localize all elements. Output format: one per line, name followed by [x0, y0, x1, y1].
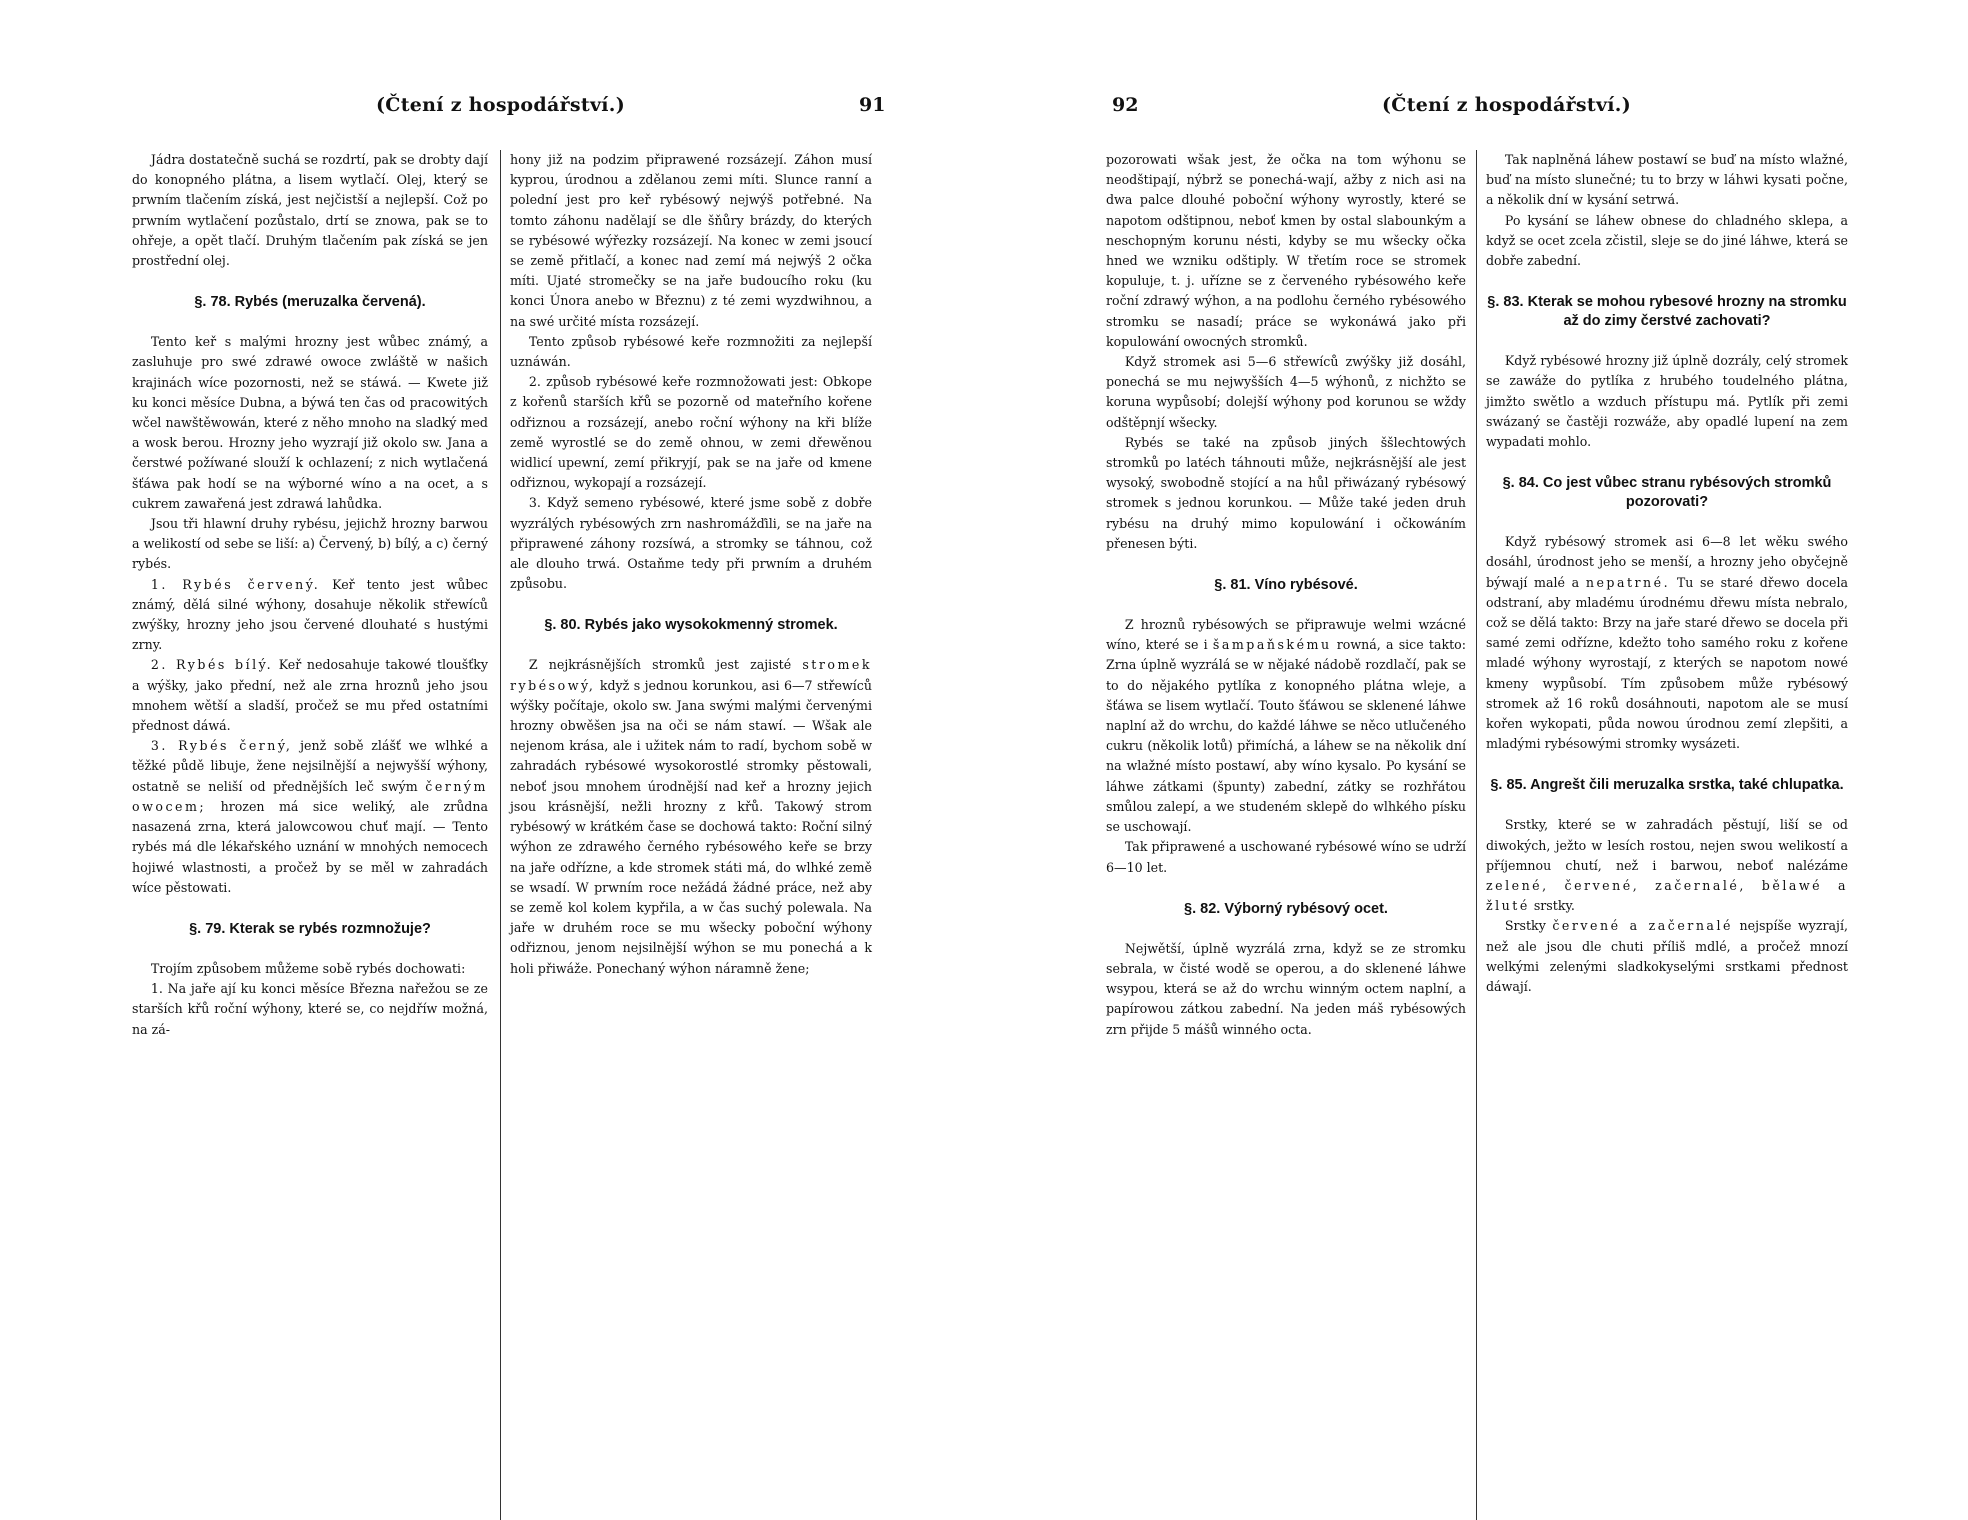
- paragraph: Když stromek asi 5—6 střewíců zwýšky již dosáhl, ponechá se mu nejwyšších 4—5 wýhonů, z nichžto se koruna wypůsobí; dolejší wýhony pod korunou se wždy odštěpnjí wšecky.: [1106, 354, 1466, 430]
- page-number: 92: [1112, 94, 1139, 116]
- spaced-text: černým owocem;: [132, 778, 488, 814]
- section-heading-84: §. 84. Co jest vůbec stranu rybésových stromků pozorovati?: [1502, 475, 1832, 511]
- list-item: [132, 979, 488, 1040]
- paragraph-text: Z nejkrásnějších stromků jest zajisté: [528, 657, 792, 673]
- paragraph-text: Když rybésowý stromek asi 6—8 let wěku swého dosáhl, úrodnost jeho se menší, a hrozny jeho obyčejně býwají malé a: [1486, 534, 1848, 590]
- paragraph: Jsou tři hlawní druhy rybésu, jejichž hrozny barwou a welikostí od sebe se liší: a) Červený, b) bílý, a c) černý rybés.: [132, 516, 488, 572]
- section-heading-80: §. 80. Rybés jako wysokokmenný stromek.: [544, 617, 838, 634]
- column-rule: [1476, 150, 1477, 1520]
- running-head: (Čtení z hospodářství.): [1382, 94, 1632, 116]
- paragraph: Jádra dostatečně suchá se rozdrtí, pak se drobty dají do konopného plátna, a lisem wytlačí. Olej, který se prwním tlačením získá, jest nejčistší a nejlepší. Což po prwním wytlačení pozůstalo, drtí se znowa, pak se to ohřeje, a opět tlačí. Druhým tlačením pak získá se jen prostřední olej.: [132, 152, 488, 269]
- paragraph: Tak připrawené a uschowané rybésowé wíno se udrží 6—10 let.: [1106, 839, 1466, 875]
- list-item: [132, 736, 488, 898]
- item-text: nařežou se ze starších křů roční wýhony, které se, co nejdříw možná, na zá-: [132, 981, 488, 1037]
- text-column-right: [1486, 150, 1848, 997]
- item-lead: 1. Rybés červený.: [150, 576, 321, 592]
- paragraph: pozorowati wšak jest, že očka na tom wýhonu se neodštipají, nýbrž se ponechá-wají, ažby z nich asi na dwa palce dlouhé poboční wýhony wyrostly, které se napotom odštipnou, neboť kmen by ostal slabounkým a neschopným korunu nésti, kdyby se mu wšecky očka hned we wzniku odštiply. W třetím roce se stromek kopuluje, t. j. uřízne se z červeného rybésowého keře roční zdrawý wýhon, a na podlohu černého rybésowého stromku se nasadí; práce se wykonáwá jako při kopulowání owocných stromků.: [1106, 152, 1466, 349]
- spaced-text: červené a začernalé: [1552, 918, 1733, 934]
- paragraph: Rybés se také na způsob jiných ššlechtowých stromků po latéch táhnouti může, nejkrásnější ale jest wysoký, swobodně stojící a na hůl přiwázaný rybésowý stromek s jednou korunkou. — Může také jeden druh rybésu na druhý mimo kopulowání i očkowáním přenesen býti.: [1106, 434, 1466, 551]
- text-column-left: [132, 150, 488, 1040]
- paragraph: [1486, 815, 1848, 916]
- section-heading-78: §. 78. Rybés (meruzalka červená).: [194, 294, 426, 311]
- column-rule: [500, 150, 501, 1520]
- paragraph: 3. Když semeno rybésowé, které jsme sobě z dobře wyzrálých rybésowých zrn nashromážďili, se na jaře na připrawené záhony rozsíwá, a stromky se táhnou, což ale dlouho trwá. Ostaňme tedy při prwním a druhém způsobu.: [510, 495, 872, 592]
- item-lead: 1. Na jaře ají ku konci měsíce Března: [150, 981, 395, 997]
- page-number: 91: [859, 94, 886, 116]
- paragraph-text: když s jednou korunkou, asi 6—7 střewíců wýšky počítaje, okolo sw. Jana swými malými červenými hrozny obwěšen jsa na oči se nám stawí. — Wšak ale nejenom krása, ale i užitek nám to radí, bychom sobě w zahradách rybésowé wysokorostlé stromky pěstowali, neboť jsou mnohem úrodnější nad keř a hrozny jejich jsou krásnější, nežli hrozny z křů. Takowý strom rybésowý w krátkém čase se dochowá takto: Roční silný wýhon ze zdrawého černého rybésowého keře se brzy na jaře odřízne, a kde stromek státi má, do wlhké země se wsadí. W prwním roce nežádá žádné práce, než aby se země kol kolem kypřila, a w čas suchý polewala. Na jaře w druhém roce se mu wšecky poboční wýhony odřiznou, jenom nejsilnější wýhon se mu ponechá a k holi přiwáže. Ponechaný wýhon náramně žene;: [510, 677, 872, 976]
- left-page: [0, 0, 984, 1500]
- paragraph-text: srstky.: [1533, 898, 1575, 914]
- spaced-text: nepatrné.: [1585, 574, 1671, 590]
- right-page: [984, 0, 1968, 1500]
- text-column-left: [1106, 150, 1466, 1040]
- running-head: (Čtení z hospodářství.): [376, 94, 626, 116]
- paragraph: [1486, 916, 1848, 997]
- paragraph: Trojím způsobem můžeme sobě rybés dochowati:: [150, 960, 466, 976]
- paragraph: 2. způsob rybésowé keře rozmnožowati jest: Obkope z kořenů starších křů se pozorně od mateřního kořene odřiznou a rozsázejí, anebo roční wýhony na kři blíže země wyrostlé se do země ohnou, w zemi dřewěnou widlicí upewní, zemí přikryjí, pak se na jaře od kmene odřiznou, wykopají a rozsázejí.: [510, 374, 872, 491]
- paragraph-text: Z hroznů rybésowých se připrawuje welmi wzácné wíno, které se i: [1106, 617, 1466, 653]
- spaced-text: zelené, červené, začernalé, bělawé a žluté: [1486, 878, 1848, 914]
- item-text: hrozen má sice weliký, ale zrůdna nasazená zrna, která jalowcowou chuť mají. — Tento rybés má dle lékařského uznání w mnohých nemocech hojiwé wlastnosti, a pročež by se měl w zahradách wíce pěstowati.: [132, 798, 488, 895]
- paragraph: [1106, 615, 1466, 837]
- paragraph: Když rybésowé hrozny již úplně dozrály, celý stromek se zawáže do pytlíka z hrubého toudelného plátna, jimžto swětlo a wzduch přístupu má. Pytlík při zemi swázaný se častěji rozwáže, aby opadlé lupení na zem wypadati mohlo.: [1486, 353, 1848, 450]
- item-text: Keř nedosahuje takowé tloušťky a wýšky, jako přední, než ale zrna hroznů jeho jsou mnohem wětší a sladší, pročež se mu před ostatními přednost dáwá.: [132, 657, 488, 734]
- spaced-text: šampaňskému: [1212, 637, 1332, 653]
- item-text: jenž sobě zlášť we wlhké a těžké půdě libuje, žene nejsilnější a nejwyšší wýhony, ostatně se neliší od přednějších leč swým: [132, 738, 488, 794]
- item-lead: 2. Rybés bílý.: [150, 657, 274, 673]
- list-item: [132, 655, 488, 736]
- section-heading-82: §. 82. Výborný rybésový ocet.: [1184, 900, 1388, 917]
- section-heading-81: §. 81. Víno rybésové.: [1214, 577, 1358, 594]
- paragraph: Nejwětší, úplně wyzrálá zrna, když se ze stromku sebrala, w čisté wodě se operou, a do sklenené láhwe wsypou, která se až do wrchu winným octem naplní, a papírowou zátkou zabední. Na jeden máš rybésowých zrn přijde 5 mášů winného octa.: [1106, 940, 1466, 1037]
- paragraph: [510, 655, 872, 978]
- paragraph-text: Tu se staré dřewo docela odstraní, aby mladému úrodnému dřewu místa nebralo, což se dělá takto: Brzy na jaře staré dřewo se docela při samé zemi odřízne, kdežto toho samého roku z kořene mladé wýhony wyrostají, z kterých se napotom nowé kmeny wypůsobí. Tím způsobem může rybésowý stromek až 16 roků dosáhnouti, napotom ale se musí kořen wykopati, půda nowou úrodnou zemí zlepšiti, a mladými rybésowými stromky wysázeti.: [1486, 574, 1848, 752]
- paragraph-text: nejspíše wyzrají, než ale jsou dle chuti příliš mdlé, a pročež mnozí welkými zelenými sladkokyselými srstkami přednost dáwají.: [1486, 918, 1848, 995]
- paragraph: [1486, 532, 1848, 754]
- section-heading-85: §. 85. Angrešt čili meruzalka srstka, také chlupatka.: [1490, 777, 1844, 794]
- paragraph: Po kysání se láhew obnese do chladného sklepa, a když se ocet zcela zčistil, sleje se do jiné láhwe, která se dobře zabední.: [1486, 212, 1848, 269]
- paragraph: Tak naplněná láhew postawí se buď na místo wlažné, buď na místo slunečné; tu to brzy w láhwi kysati počne, a několik dní w kysání setrwá.: [1486, 152, 1848, 208]
- paragraph-text: rowná, a sice takto: Zrna úplně wyzrálá se w nějaké nádobě rozdlačí, pak se to do nějakého pytlíka z konopného plátna wleje, a šťáwa se lisem wytlačí. Touto šťáwou se sklenené láhwe naplní až do wrchu, do každé láhwe se něco utlučeného cukru (několik lotů) přimíchá, a láhew se na několik dní na wlažné místo postawí, aby wíno kysalo. Po kysání se láhwe zátkami (špunty) zabední, zátky se rozhřátou smůlou zalepí, a we studeném sklepě do wlhkého písku se uschowají.: [1106, 637, 1466, 835]
- section-heading-83: §. 83. Kterak se mohou rybesové hrozny na stromku až do zimy čerstvé zachovati?: [1487, 294, 1847, 330]
- item-text: Keř tento jest wůbec známý, dělá silné wýhony, dosahuje několik střewíců zwýšky, hrozny jeho jsou červené dlouhaté s hustými zrny.: [132, 576, 488, 653]
- paragraph-text: Srstky, které se w zahradách pěstují, liší se od diwokých, ježto w lesích rostou, nejen swou welikostí a příjemnou chutí, než i barwou, neboť nalézáme: [1486, 817, 1848, 873]
- item-lead: 3. Rybés černý,: [150, 738, 293, 754]
- text-column-right: [510, 150, 872, 979]
- paragraph: Tento keř s malými hrozny jest wůbec známý, a zasluhuje pro swé zdrawé owoce zwláště w našich krajinách wíce pozornosti, než se stáwá. — Kwete již ku konci měsíce Dubna, a býwá ten čas od pracowitých wčel nawštěwowán, které z něho mnoho na sladký med a wosk berou. Hrozny jeho wyzrají již okolo sw. Jana a čerstwé požíwané slouží k ochlazení; z nich wytlačená šťáwa pak hodí se na wýborné wíno a na ocet, a s cukrem zawařená jest zdrawá lahůdka.: [132, 334, 488, 511]
- list-item: [132, 575, 488, 656]
- paragraph: hony již na podzim připrawené rozsázejí. Záhon musí kyprou, úrodnou a zdělanou zemi míti. Slunce ranní a polední jest pro keř rybésowý nejwýš potřebné. Na tomto záhonu nadělají se dle šňůry brázdy, do kterých se rybésowé wýřezky rozsázejí. Na konec w zemi jsoucí se země přitlačí, a konec nad zemí má nejwýš 2 očka míti. Ujaté stromečky se na jaře budoucího roku (ku konci Února anebo w Březnu) z té zemi wyzdwihnou, a na swé určité místa rozsázejí.: [510, 152, 872, 329]
- section-heading-79: §. 79. Kterak se rybés rozmnožuje?: [189, 920, 431, 937]
- paragraph-text: Srstky: [1504, 918, 1546, 934]
- spaced-text: stromek rybésowý,: [510, 657, 872, 693]
- paragraph: Tento způsob rybésowé keře rozmnožiti za nejlepší uznáwán.: [510, 333, 872, 370]
